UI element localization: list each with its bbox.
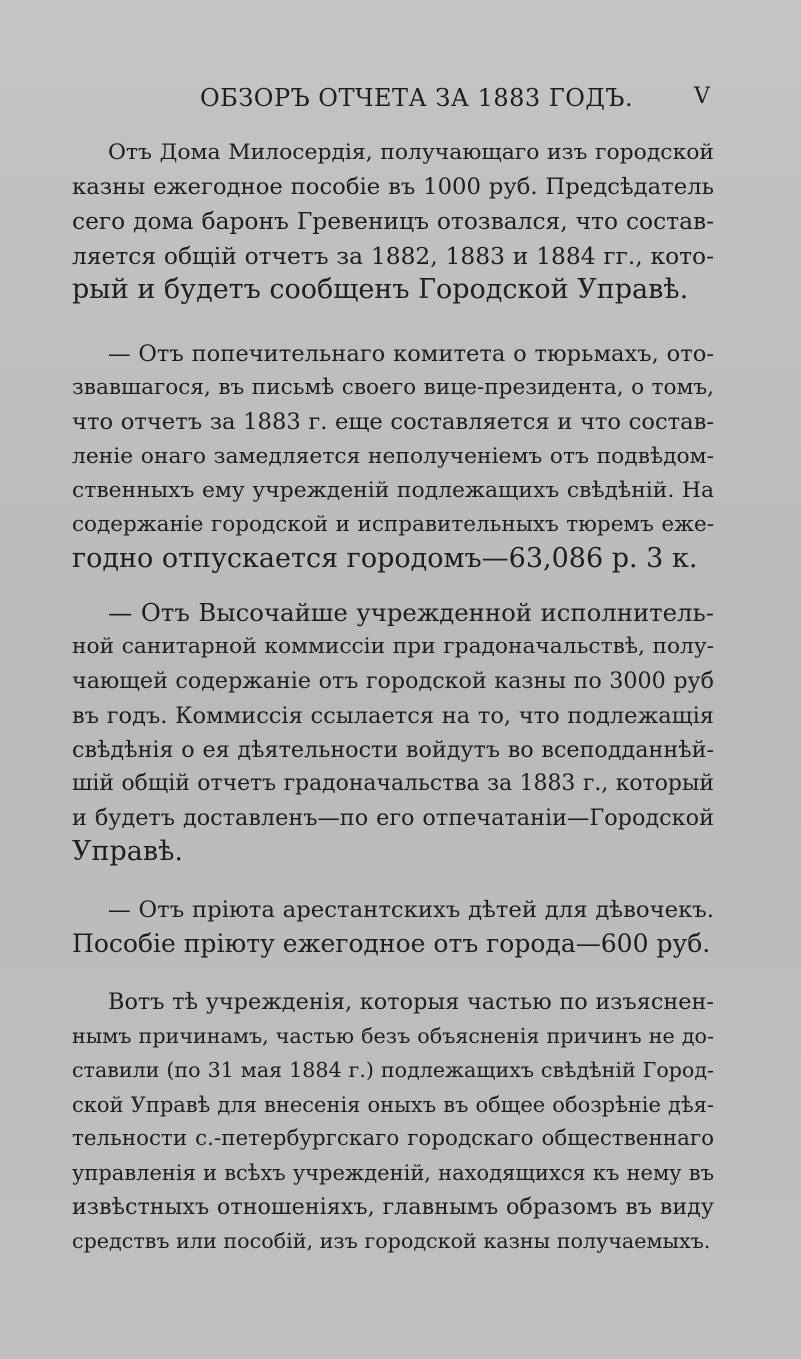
page-number: V (694, 84, 710, 109)
text-line: шій общій отчетъ градоначальства за 1883 г., который (72, 770, 714, 796)
running-header (0, 84, 801, 118)
text-line: и будетъ доставленъ—по его отпечатаніи—Городской (72, 805, 714, 832)
text-line: Вотъ тѣ учрежденія, которыя частью по изъяснен- (108, 989, 714, 1015)
text-line: звавшагося, въ письмѣ своего вице-президента, о томъ, (72, 375, 714, 401)
text-line: годно отпускается городомъ—63,086 р. 3 к. (72, 543, 698, 575)
text-line: средствъ или пособій, изъ городской казны получаемыхъ. (72, 1229, 711, 1254)
text-line: ной санитарной коммиссіи при градоначальствѣ, полу- (72, 634, 714, 660)
text-line: леніе онаго замедляется неполученіемъ отъ подвѣдом- (72, 443, 714, 469)
text-line: извѣстныхъ отношеніяхъ, главнымъ образомъ въ виду (72, 1194, 714, 1221)
text-line: казны ежегодное пособіе въ 1000 руб. Предсѣдатель (72, 174, 714, 201)
text-line: Управѣ. (72, 836, 183, 868)
text-line: ставили (по 31 мая 1884 г.) подлежащихъ свѣдѣній Город- (72, 1058, 714, 1083)
text-line: управленія и всѣхъ учрежденій, находящихся къ нему въ (72, 1160, 714, 1185)
text-line: въ годъ. Коммиссія ссылается на то, что подлежащія (72, 702, 714, 729)
paragraph-4 (72, 893, 714, 961)
paragraph-1 (72, 136, 714, 307)
text-line: сего дома баронъ Гревеницъ отозвался, что состав- (72, 207, 714, 236)
text-line: ляется общій отчетъ за 1882, 1883 и 1884 гг., кото- (72, 241, 714, 270)
paragraph-5 (72, 985, 714, 1259)
text-line: нымъ причинамъ, частью безъ объясненія причинъ не до- (72, 1024, 714, 1049)
text-line: Пособіе пріюту ежегодное отъ города—600 руб. (72, 929, 711, 959)
text-line: ской Управѣ для внесенія оныхъ въ общее обозрѣніе дѣя- (72, 1091, 714, 1117)
text-line: что отчетъ за 1883 г. еще составляется и что состав- (72, 409, 714, 436)
paragraph-2 (72, 337, 714, 576)
text-line: содержаніе городской и исправительныхъ тюремъ еже- (72, 511, 714, 537)
text-line: свѣдѣнія о ея дѣятельности войдутъ во всеподданнѣй- (72, 736, 714, 763)
text-line: — Отъ попечительнаго комитета о тюрьмахъ, ото- (108, 341, 714, 367)
text-line: тельности с.-петербургскаго городскаго общественнаго (72, 1125, 714, 1151)
text-line: Отъ Дома Милосердія, получающаго изъ городской (108, 140, 714, 165)
text-line: — Отъ Высочайше учрежденной исполнитель- (108, 598, 714, 627)
text-line: чающей содержаніе отъ городской казны по 3000 руб (72, 668, 714, 695)
header-title: ОБЗОРЪ ОТЧЕТА ЗА 1883 ГОДЪ. (200, 84, 634, 112)
text-line: ственныхъ ему учрежденій подлежащихъ свѣдѣній. На (72, 477, 714, 503)
text-line: — Отъ пріюта арестантскихъ дѣтей для дѣвочекъ. (108, 897, 714, 923)
text-line: рый и будетъ сообщенъ Городской Управѣ. (72, 273, 689, 305)
paragraph-3 (72, 596, 714, 870)
